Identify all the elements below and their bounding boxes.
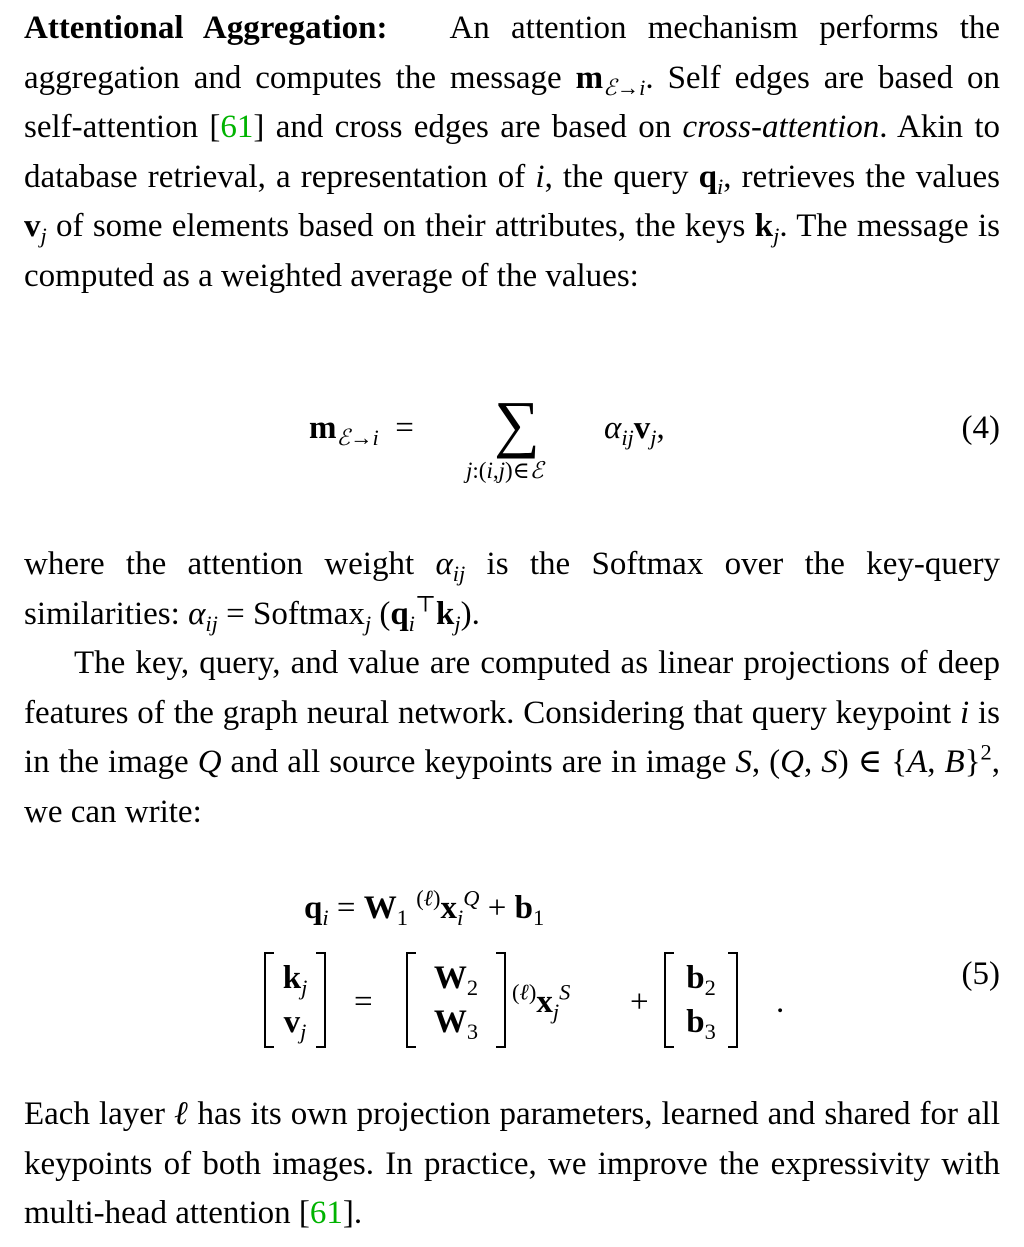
equation-number: (4) <box>961 410 1000 446</box>
weight-matrix: $W_2$ $W_3$ <box>406 952 506 1048</box>
bias-vector: $b_2$ $b_3$ <box>664 952 738 1048</box>
paragraph-attentional-aggregation: Attentional Aggregation: An attention mechanism performs the aggregation and computes the message $m_{ℰ\to i}$. Self edges are based on self-attention [61] and cross edges are based on cross-attention. Akin to database retrieval, a representation of i, the query $q_i$, retrieves the values $v_j$ of some elements based on their attributes, the keys $k_j$. The message is computed as a weighted average of the values: <box>24 10 1001 294</box>
paragraph-projection-params: Each layer ℓ has its own projection parameters, learned and shared for all keypoints of both images. In practice, we improve the expressivity with multi-head attention [61]. <box>24 1096 1000 1231</box>
key-value-vector: $k_j$ $v_j$ <box>264 952 326 1048</box>
equation-5: $q_i = W_1$ $^{(\ell)}x_i^Q + b_1$ $k_j$ $v_j$ = $W_2$ $W_3$ $^{(\ell)}x_j^S$ + $b_2$ $b_3$ . (5) <box>24 880 1000 1060</box>
equation-4: $m_{ℰ\to i}$ = ∑ j:(i,j)∈ℰ $\alpha_{ij}v_j$, (4) <box>309 388 1000 484</box>
paragraph-attention-weight: where the attention weight $\alpha_{ij}$ is the Softmax over the key-query similarities: $\alpha_{ij}$ = Softmax$_j$ $(q_i^⊤k_j)$. The key, query, and value are computed as linear projections of deep features of the graph neural network. Considering that query keypoint i is in the image Q and all source keypoints are in image S, (Q, S) ∈ {A, B}$^2$, we can write: <box>24 546 1001 830</box>
citation-link[interactable]: 61 <box>309 1195 343 1231</box>
citation-link[interactable]: 61 <box>220 109 254 145</box>
section-heading: Attentional Aggregation: <box>24 10 388 46</box>
equation-number: (5) <box>961 956 1000 992</box>
sum-symbol: ∑ <box>494 388 540 459</box>
